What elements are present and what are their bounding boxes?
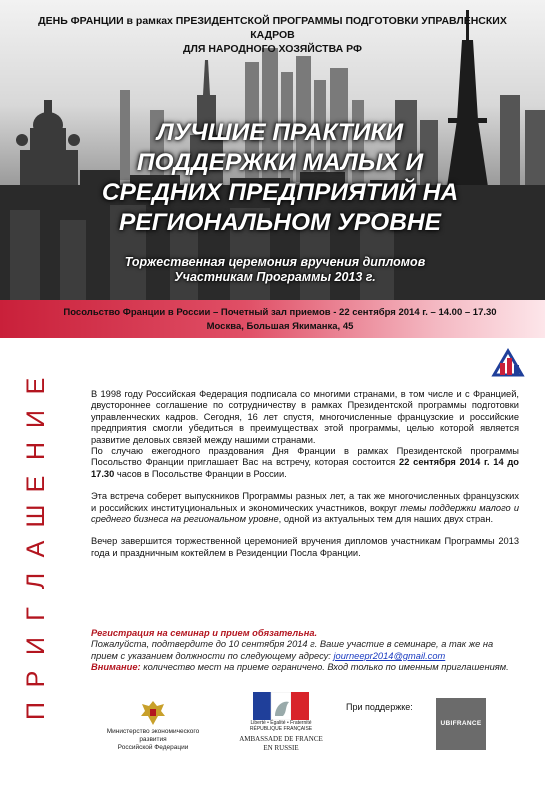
embassy-republic: RÉPUBLIQUE FRANÇAISE xyxy=(249,726,313,732)
event-header-line1: ДЕНЬ ФРАНЦИИ в рамках ПРЕЗИДЕНТСКОЙ ПРОГРАММЫ ПОДГОТОВКИ УПРАВЛЕНСКИХ КАДРОВ xyxy=(38,15,507,41)
main-title-line4: РЕГИОНАЛЬНОМ УРОВНЕ xyxy=(119,209,441,236)
russian-eagle-icon xyxy=(138,698,168,728)
vertical-word-letter: И xyxy=(22,409,50,428)
registration-line2: прием с указанием должности по следующему адресу: journeepr2014@gmail.com xyxy=(91,650,446,661)
registration-title: Регистрация на семинар и прием обязательна. xyxy=(91,628,318,638)
registration-note xyxy=(91,628,531,674)
event-datetime: 22 сентября 2014 г. 14 до 17.30 xyxy=(91,457,519,479)
ministry-name-line2: Российской Федерации xyxy=(117,744,189,751)
hero-image xyxy=(0,0,545,300)
vertical-word-letter: Ш xyxy=(22,504,50,528)
vertical-word-letter: Р xyxy=(22,670,50,687)
embassy-name-line2: EN RUSSIE xyxy=(263,744,299,752)
vertical-word-letter: И xyxy=(22,637,50,655)
invitation-body xyxy=(91,389,519,570)
ubifrance-logo: UBIFRANCE xyxy=(436,698,486,750)
body-paragraph-1: В 1998 году Российская Федерация подписала со многими странами, в том числе и с Францией, двустороннее соглашение по сотрудничеству в рамках Президентской программы подготовки управленческих кадров. Сегодня, 16 лет спустя, многочисленные французские и российские предприятия смогли убедиться в преимуществах этой программы, целью которой является развитие деловых связей между нашими странами. xyxy=(91,389,519,445)
subtitle-line1: Торжественная церемония вручения дипломов xyxy=(124,255,426,269)
vertical-word-letter: Г xyxy=(22,606,50,621)
vertical-word-letter: Е xyxy=(22,475,50,492)
seminar-topic: темы поддержки малого и среднего бизнеса на региональном уровне xyxy=(91,502,519,525)
program-logo-icon xyxy=(490,345,526,381)
venue-line: Посольство Франции в России – Почетный зал приемов - 22 сентября 2014 г. – 14.00 – 17.30 xyxy=(63,307,497,318)
subtitle-line2: Участникам Программы 2013 г. xyxy=(174,270,376,284)
invitation-vertical-word xyxy=(18,372,54,730)
main-title-line1: ЛУЧШИЕ ПРАКТИКИ xyxy=(156,119,404,146)
vertical-word-letter: А xyxy=(22,540,50,557)
main-title-line3: СРЕДНИХ ПРЕДПРИЯТИЙ НА xyxy=(101,179,459,206)
event-header-line2: ДЛЯ НАРОДНОГО ХОЗЯЙСТВА РФ xyxy=(183,43,362,55)
support-label: При поддержке: xyxy=(346,702,413,712)
body-paragraph-2: По случаю ежегодного праздования Дня Франции в рамках Президентской программы Посольство Франции приглашает Вас на встречу, которая состоится 22 сентября 2014 г. 14 до 17.30 часов в Посольстве Франции в России. xyxy=(91,446,519,479)
main-title-line2: ПОДДЕРЖКИ МАЛЫХ И xyxy=(136,149,424,176)
main-title xyxy=(60,118,500,238)
ministry-logo xyxy=(98,698,208,752)
vertical-word-letter: Н xyxy=(22,441,50,461)
embassy-motto: Liberté • Égalité • Fraternité xyxy=(250,720,312,726)
attention-line: Внимание: количество мест на приеме ограничено. Вход только по именным приглашениям. xyxy=(91,662,509,673)
body-paragraph-4: Вечер завершится торжественной церемонией вручения дипломов участникам Программы 2013 года и праздничным коктейлем в Резиденции Посла Франции. xyxy=(91,536,519,558)
vertical-word-letter: Е xyxy=(22,377,50,395)
registration-email-link[interactable]: journeepr2014@gmail.com xyxy=(333,650,446,661)
embassy-name-line1: AMBASSADE DE FRANCE xyxy=(239,735,323,743)
body-paragraph-3: Эта встреча соберет выпускников Программы разных лет, а так же многочисленных французских и российских институциональных и экономических участников, вокруг темы поддержки малого и среднего бизнеса на региональном уровне, одной из актуальных тем для наших двух стран. xyxy=(91,491,519,525)
ministry-name-line1: Министерство экономического развития xyxy=(106,728,200,743)
attention-label: Внимание: xyxy=(91,662,141,673)
vertical-word-letter: Л xyxy=(22,572,50,590)
venue-banner xyxy=(0,300,545,338)
registration-line1: Пожалуйста, подтвердите до 10 сентября 2014 г. Ваше участие в семинаре, а так же на xyxy=(91,639,494,650)
subtitle xyxy=(60,255,490,285)
french-marianne-icon xyxy=(253,692,309,720)
event-header xyxy=(20,14,525,56)
vertical-word-letter: П xyxy=(22,702,50,720)
embassy-logo xyxy=(236,692,326,753)
address-line: Москва, Большая Якиманка, 45 xyxy=(206,321,354,332)
